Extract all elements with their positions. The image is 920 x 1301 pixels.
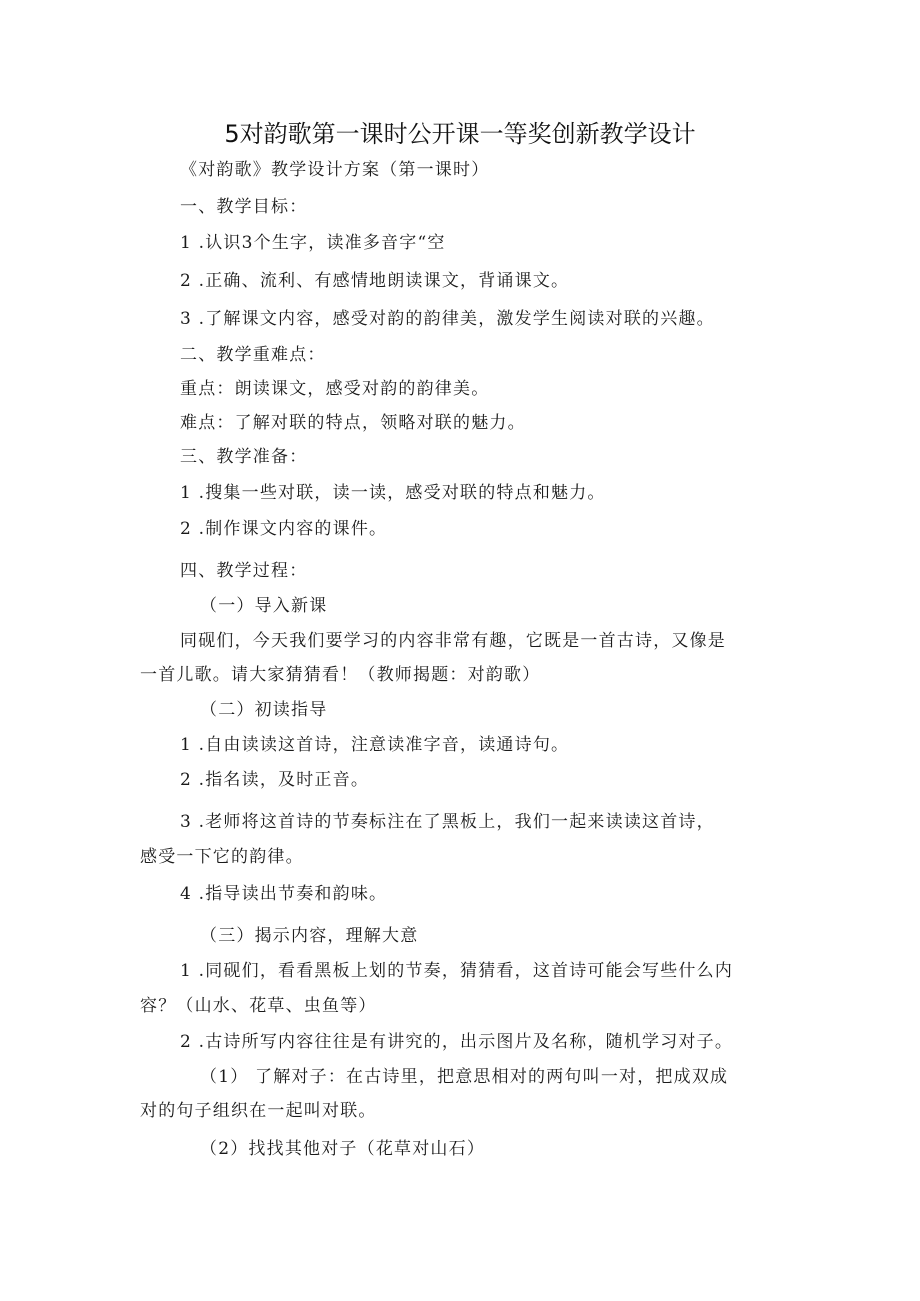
objective-item-3: 3 .了解课文内容，感受对韵的韵律美，激发学生阅读对联的兴趣。 [180,309,715,329]
plan-subtitle: 《对韵歌》教学设计方案（第一课时） [180,160,490,180]
subsection-heading-intro: （一）导入新课 [200,596,328,616]
preparation-item-2: 2 .制作课文内容的课件。 [180,519,388,539]
paragraph-line: 感受一下它的韵律。 [140,847,304,867]
reading-step-4: 4 .指导读出节奏和韵味。 [180,884,388,904]
paragraph-line: 一首儿歌。请大家猜猜看！（教师揭题：对韵歌） [140,665,541,685]
section-heading-objectives: 一、教学目标： [180,197,308,217]
content-substep-2: （2）找找其他对子（花草对山石） [200,1139,486,1159]
subsection-heading-content: （三）揭示内容，理解大意 [200,926,419,946]
reading-step-2: 2 .指名读，及时正音。 [180,770,370,790]
section-heading-preparation: 三、教学准备： [180,447,308,467]
content-substep-1: （1） 了解对子：在古诗里，把意思相对的两句叫一对，把成双成 [200,1067,729,1087]
subsection-heading-first-reading: （二）初读指导 [200,700,328,720]
document-title: 5对韵歌第一课时公开课一等奖创新教学设计 [224,120,696,148]
difficult-point: 难点：了解对联的特点，领略对联的魅力。 [180,413,526,433]
section-heading-process: 四、教学过程： [180,561,308,581]
reading-step-1: 1 .自由读读这首诗，注意读准字音，读通诗句。 [180,735,570,755]
objective-item-2: 2 .正确、流利、有感情地朗读课文，背诵课文。 [180,271,570,291]
content-step-2: 2 .古诗所写内容往往是有讲究的，出示图片及名称，随机学习对子。 [180,1032,734,1052]
key-point: 重点：朗读课文，感受对韵的韵律美。 [180,379,490,399]
reading-step-3: 3 .老师将这首诗的节奏标注在了黑板上，我们一起来读读这首诗， [180,812,715,832]
paragraph-line: 对的句子组织在一起叫对联。 [140,1101,377,1121]
content-step-1: 1 .同砚们，看看黑板上划的节奏，猜猜看，这首诗可能会写些什么内 [180,961,734,981]
objective-item-1: 1 .认识3个生字，读准多音字“空 [180,233,446,253]
paragraph-line: 同砚们，今天我们要学习的内容非常有趣，它既是一首古诗，又像是 [180,631,726,651]
paragraph-line: 容？（山水、花草、虫鱼等） [140,996,377,1016]
section-heading-key-points: 二、教学重难点： [180,345,326,365]
preparation-item-1: 1 .搜集一些对联，读一读，感受对联的特点和魅力。 [180,483,606,503]
